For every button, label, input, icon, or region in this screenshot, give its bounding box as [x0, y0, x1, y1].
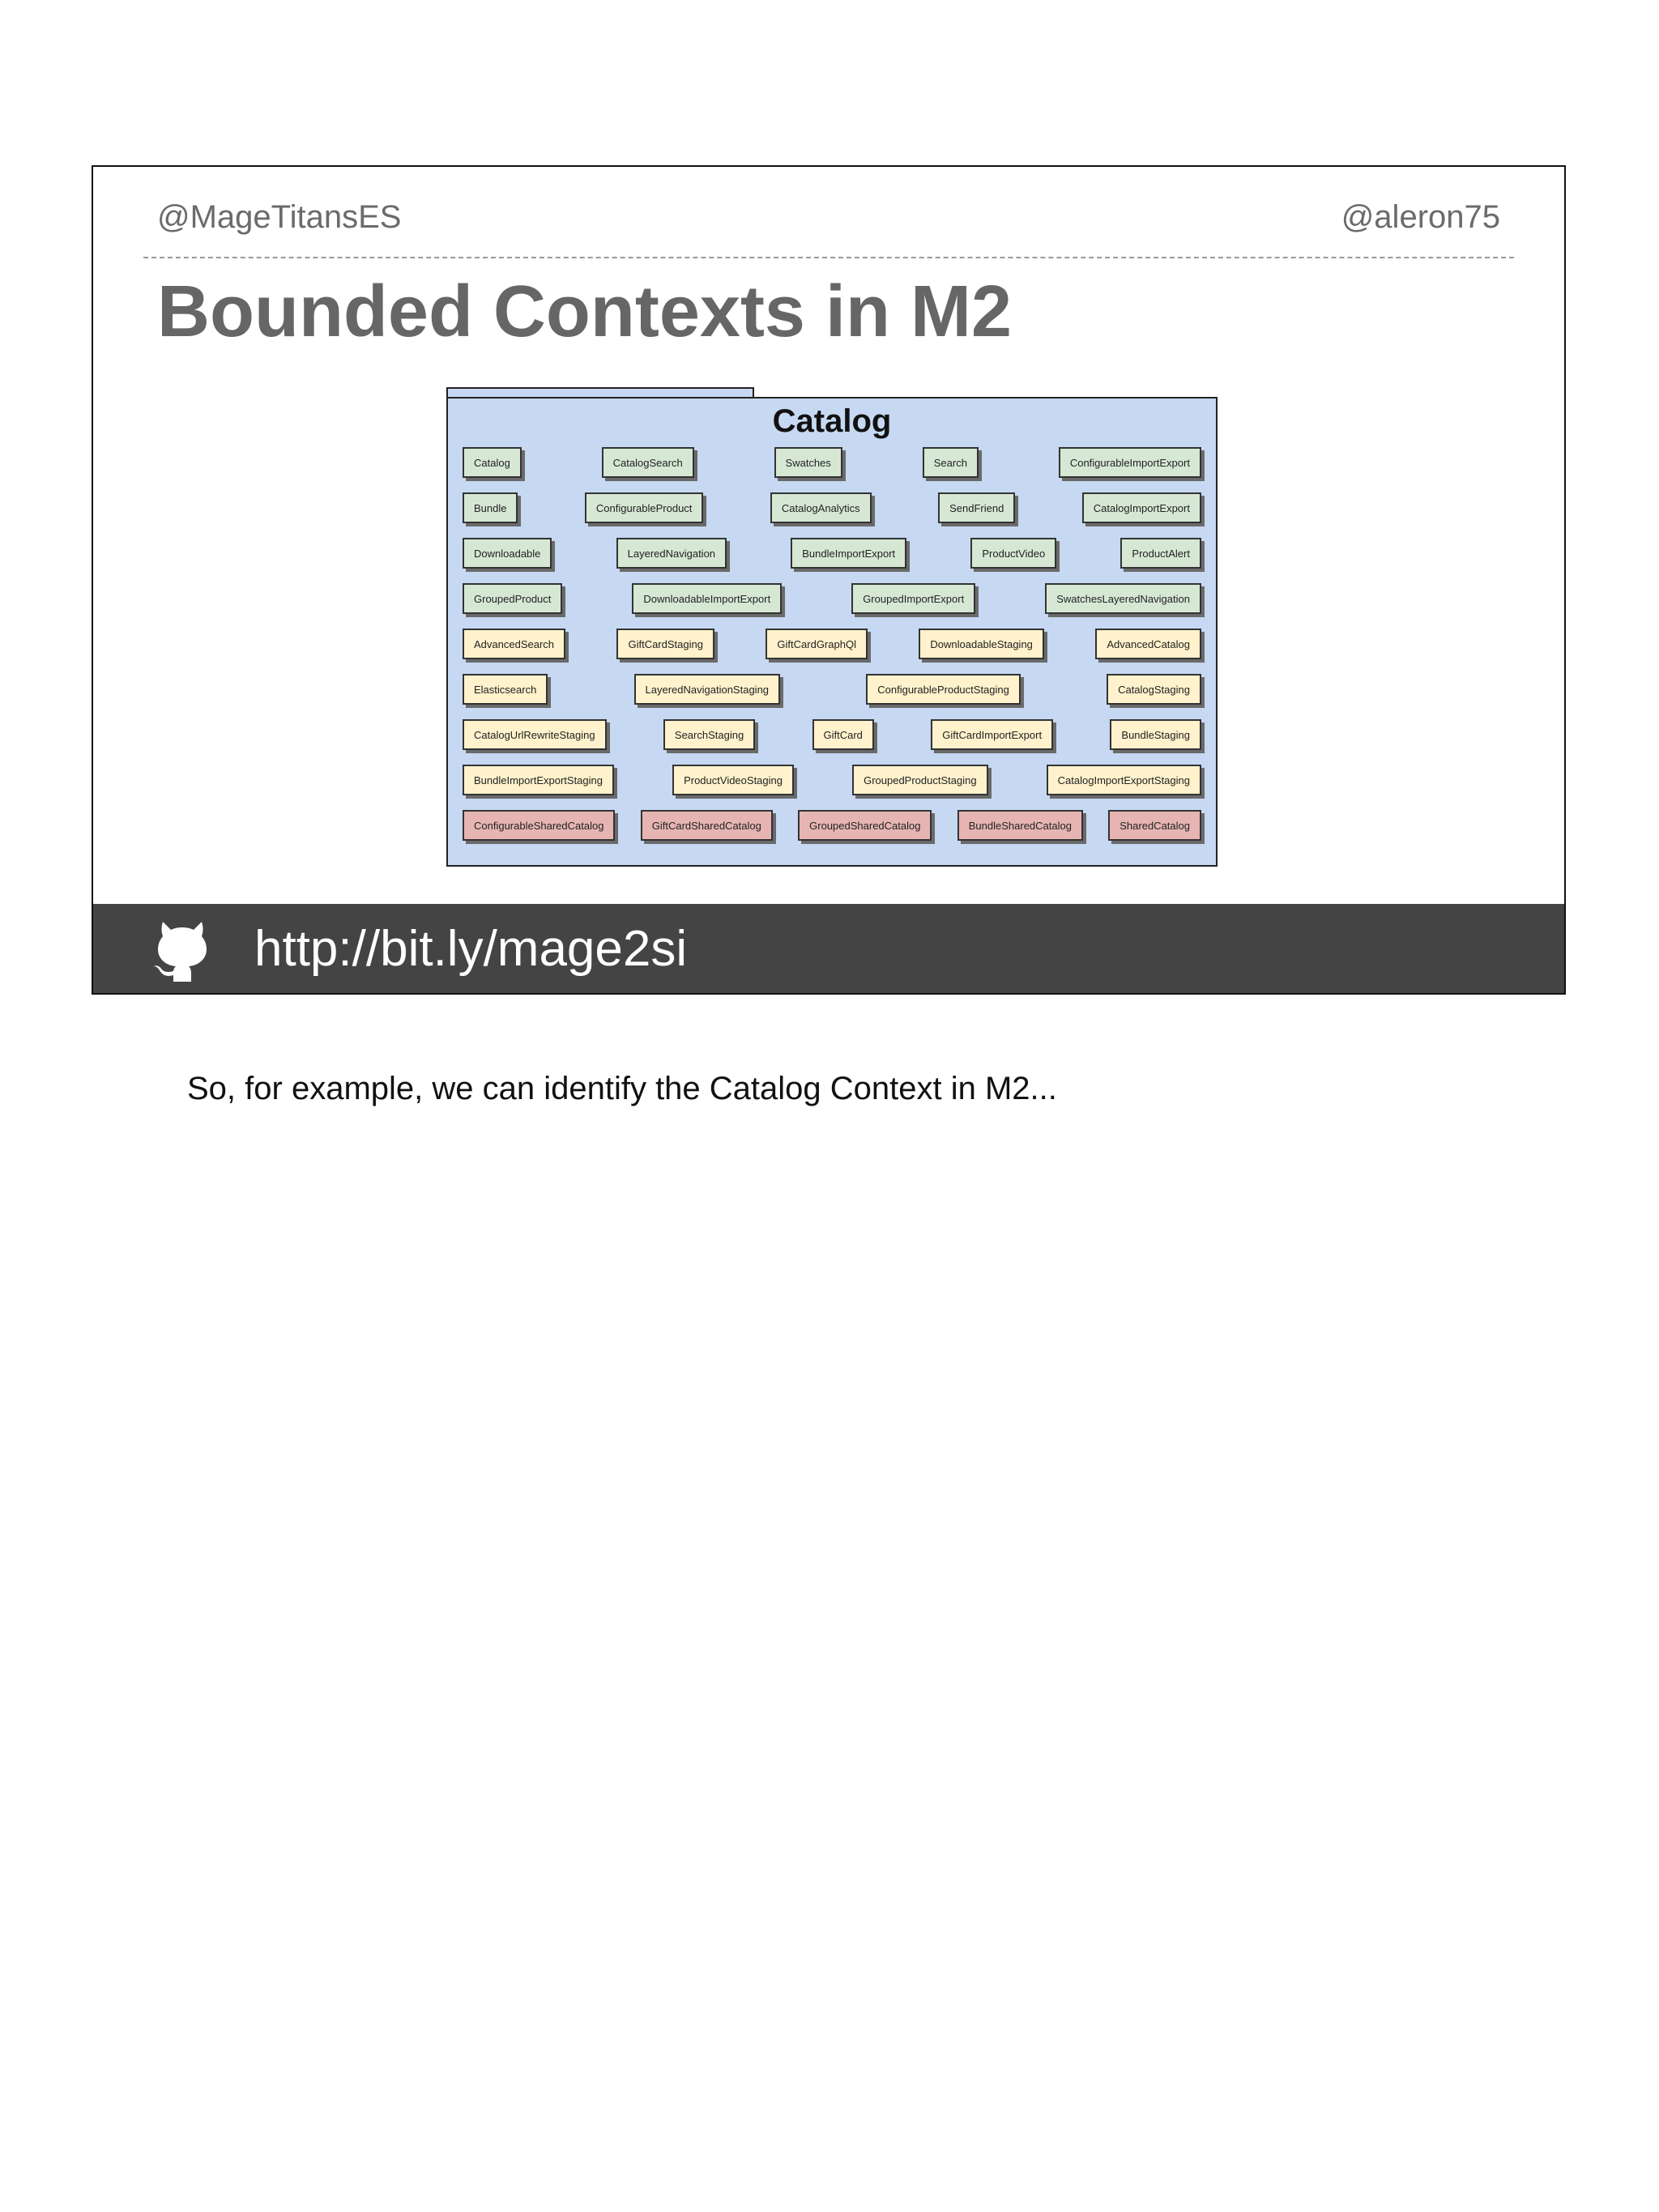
- handle-right: @aleron75: [1341, 199, 1500, 235]
- diagram-row: [463, 629, 1201, 659]
- module-box: CatalogSearch: [602, 447, 694, 478]
- footer-bar: [93, 904, 1564, 993]
- notes-caption: So, for example, we can identify the Catalog Context in M2...: [187, 1071, 1057, 1106]
- diagram-row: [463, 538, 1201, 569]
- module-box: ProductVideoStaging: [672, 765, 794, 795]
- diagram-row: [463, 492, 1201, 523]
- module-box: ConfigurableSharedCatalog: [463, 810, 615, 841]
- module-box: GiftCardStaging: [616, 629, 714, 659]
- github-icon: [151, 917, 213, 982]
- module-box: LayeredNavigation: [616, 538, 727, 569]
- diagram-row: [463, 765, 1201, 795]
- module-box: GiftCardImportExport: [931, 719, 1053, 750]
- diagram-row: [463, 447, 1201, 478]
- module-box: SendFriend: [938, 492, 1015, 523]
- module-box: ProductAlert: [1120, 538, 1201, 569]
- footer-link[interactable]: http://bit.ly/mage2si: [254, 921, 688, 977]
- module-box: Swatches: [774, 447, 842, 478]
- module-box: BundleImportExport: [791, 538, 906, 569]
- module-box: DownloadableStaging: [919, 629, 1043, 659]
- module-box: GiftCardSharedCatalog: [641, 810, 773, 841]
- module-box: CatalogImportExportStaging: [1047, 765, 1201, 795]
- module-box: AdvancedCatalog: [1095, 629, 1201, 659]
- module-box: CatalogImportExport: [1082, 492, 1201, 523]
- package-title: Catalog: [772, 403, 892, 439]
- module-box: GroupedProduct: [463, 583, 562, 614]
- module-box: ConfigurableProductStaging: [866, 674, 1021, 705]
- module-box: BundleImportExportStaging: [463, 765, 614, 795]
- module-box: GiftCard: [812, 719, 874, 750]
- module-box: CatalogAnalytics: [770, 492, 872, 523]
- module-box: BundleStaging: [1110, 719, 1201, 750]
- module-box: Downloadable: [463, 538, 552, 569]
- module-box: Search: [923, 447, 979, 478]
- handle-left: @MageTitansES: [157, 199, 402, 235]
- module-box: LayeredNavigationStaging: [634, 674, 781, 705]
- catalog-package: [446, 397, 1218, 867]
- module-box: Catalog: [463, 447, 522, 478]
- module-box: GroupedImportExport: [851, 583, 975, 614]
- slide: [92, 165, 1566, 995]
- diagram-row: [463, 674, 1201, 705]
- module-box: CatalogUrlRewriteStaging: [463, 719, 607, 750]
- module-box: SearchStaging: [663, 719, 755, 750]
- module-box: ConfigurableProduct: [585, 492, 704, 523]
- module-box: ConfigurableImportExport: [1059, 447, 1201, 478]
- module-box: DownloadableImportExport: [632, 583, 782, 614]
- diagram-row: [463, 810, 1201, 841]
- module-box: Bundle: [463, 492, 518, 523]
- module-box: GiftCardGraphQl: [766, 629, 868, 659]
- module-box: GroupedProductStaging: [852, 765, 987, 795]
- module-box: SharedCatalog: [1108, 810, 1201, 841]
- diagram-row: [463, 583, 1201, 614]
- dashed-divider: [143, 257, 1514, 258]
- module-box: SwatchesLayeredNavigation: [1045, 583, 1201, 614]
- module-box: Elasticsearch: [463, 674, 548, 705]
- module-box: BundleSharedCatalog: [957, 810, 1083, 841]
- diagram-row: [463, 719, 1201, 750]
- module-box: GroupedSharedCatalog: [798, 810, 932, 841]
- module-box: ProductVideo: [970, 538, 1056, 569]
- module-box: CatalogStaging: [1107, 674, 1201, 705]
- module-box: AdvancedSearch: [463, 629, 565, 659]
- slide-title: Bounded Contexts in M2: [157, 271, 1012, 352]
